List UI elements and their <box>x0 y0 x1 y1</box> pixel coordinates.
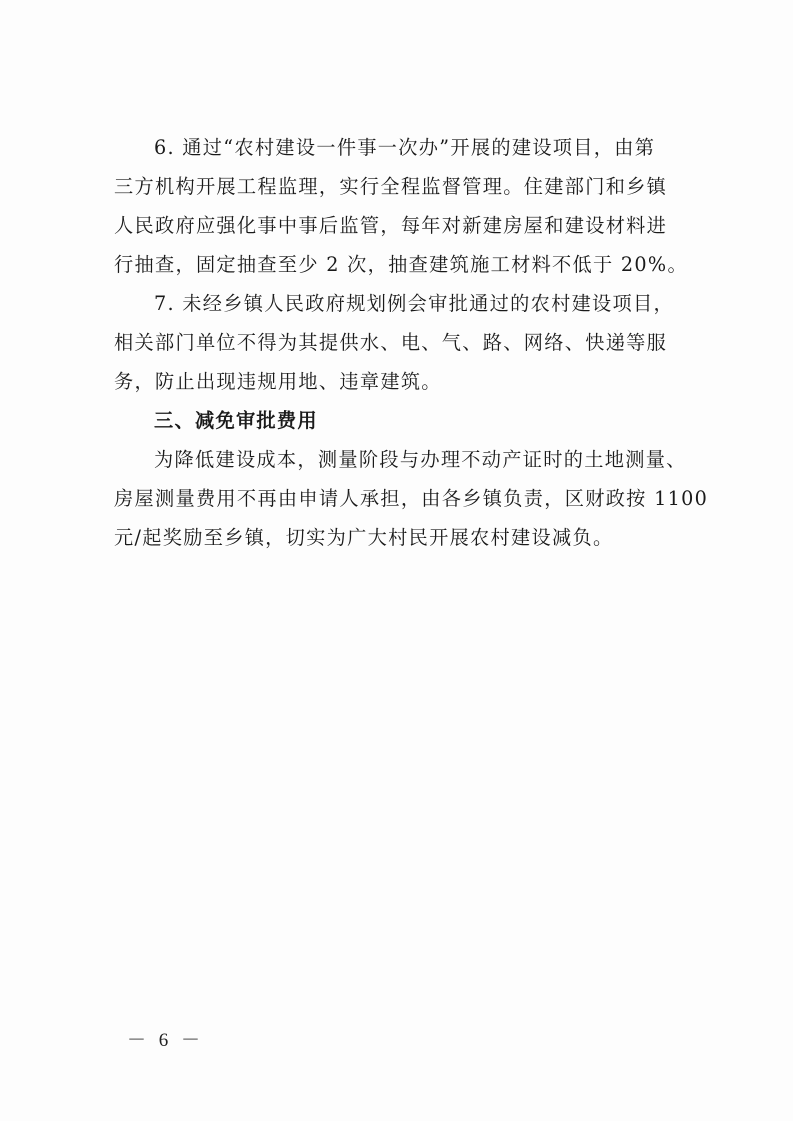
document-body <box>114 128 709 557</box>
text-line: 务，防止出现违规用地、违章建筑。 <box>114 370 442 393</box>
page-number: － 6 － <box>127 1030 205 1051</box>
text-line: 6. 通过“农村建设一件事一次办”开展的建设项目，由第 <box>154 136 656 159</box>
section-heading: 三、减免审批费用 <box>154 409 318 432</box>
paragraph-fee-reduction <box>114 440 709 557</box>
text-line: 行抽查，固定抽查至少 2 次，抽查建筑施工材料不低于 20%。 <box>114 253 688 276</box>
paragraph-item-6 <box>114 128 694 284</box>
text-line: 人民政府应强化事中事后监管，每年对新建房屋和建设材料进 <box>114 214 668 237</box>
text-line: 为降低建设成本，测量阶段与办理不动产证时的土地测量、 <box>154 448 687 471</box>
paragraph-item-7 <box>114 284 694 401</box>
text-line: 元/起奖励至乡镇，切实为广大村民开展农村建设减负。 <box>114 526 614 549</box>
text-line: 房屋测量费用不再由申请人承担，由各乡镇负责，区财政按 1100 <box>114 487 709 510</box>
text-line: 三方机构开展工程监理，实行全程监督管理。住建部门和乡镇 <box>114 175 668 198</box>
text-line: 相关部门单位不得为其提供水、电、气、路、网络、快递等服 <box>114 331 668 354</box>
text-line: 7. 未经乡镇人民政府规划例会审批通过的农村建设项目， <box>154 292 675 315</box>
